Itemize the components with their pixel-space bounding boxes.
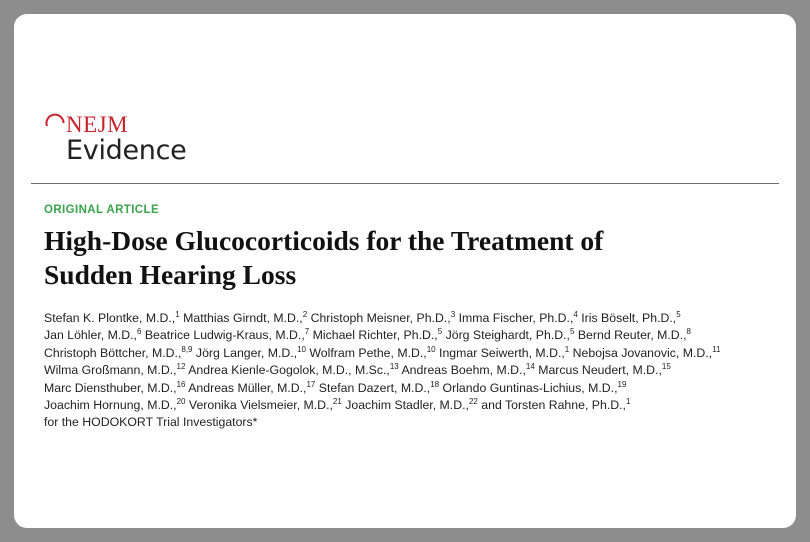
affiliation-marker[interactable]: 1 xyxy=(625,397,631,407)
author-name: Christoph Böttcher, M.D., xyxy=(44,345,182,360)
nejm-arc-icon xyxy=(44,112,66,138)
author-name: Jan Löhler, M.D., xyxy=(44,328,137,343)
author-name: Wilma Großmann, M.D., xyxy=(44,363,177,378)
author-line xyxy=(44,380,789,397)
logo-evidence-text: Evidence xyxy=(66,135,187,166)
affiliation-marker[interactable]: 18 xyxy=(430,379,440,389)
author-name: and Torsten Rahne, Ph.D., xyxy=(481,398,626,413)
author-name: Ingmar Seiwerth, M.D., xyxy=(439,345,565,360)
author-name: Stefan Dazert, M.D., xyxy=(318,380,431,395)
affiliation-marker[interactable]: 6 xyxy=(136,327,142,337)
author-name: Marcus Neudert, M.D., xyxy=(538,363,662,378)
author-line xyxy=(44,310,789,327)
logo-top-row xyxy=(44,110,186,138)
author-line xyxy=(44,397,789,414)
author-name: Bernd Reuter, M.D., xyxy=(577,328,687,343)
author-name: Nebojsa Jovanovic, M.D., xyxy=(572,345,713,360)
author-name: Andreas Boehm, M.D., xyxy=(401,363,526,378)
affiliation-marker[interactable]: 22 xyxy=(468,397,478,407)
author-name: Veronika Vielsmeier, M.D., xyxy=(188,398,333,413)
nejm-evidence-logo[interactable] xyxy=(44,110,186,166)
affiliation-marker[interactable]: 4 xyxy=(573,310,578,319)
article-title-line-2: Sudden Hearing Loss xyxy=(44,259,297,290)
affiliation-marker[interactable]: 3 xyxy=(450,310,456,319)
author-name: Michael Richter, Ph.D., xyxy=(312,328,438,343)
author-name: Iris Böselt, Ph.D., xyxy=(581,311,677,325)
affiliation-marker[interactable]: 8 xyxy=(686,327,691,337)
affiliation-marker[interactable]: 15 xyxy=(661,362,671,372)
author-name: Andrea Kienle-Gogolok, M.D., M.Sc., xyxy=(188,363,390,378)
article-title xyxy=(44,224,764,292)
section-label: ORIGINAL ARTICLE xyxy=(44,204,160,216)
author-name: Imma Fischer, Ph.D., xyxy=(458,311,574,325)
affiliation-marker[interactable]: 5 xyxy=(676,310,681,319)
affiliation-marker[interactable]: 10 xyxy=(426,344,436,354)
author-name: Stefan K. Plontke, M.D., xyxy=(44,311,176,325)
affiliation-marker[interactable]: 13 xyxy=(389,362,399,372)
author-name: Jörg Steighardt, Ph.D., xyxy=(445,328,570,343)
author-name: Joachim Stadler, M.D., xyxy=(345,398,469,413)
author-line xyxy=(44,362,789,379)
logo-nejm-text: NEJM xyxy=(66,112,129,137)
affiliation-marker[interactable]: 17 xyxy=(306,379,316,389)
affiliation-marker[interactable]: 19 xyxy=(617,379,627,389)
author-name: Jörg Langer, M.D., xyxy=(195,345,298,360)
affiliation-marker[interactable]: 10 xyxy=(297,344,306,354)
affiliation-marker[interactable]: 1 xyxy=(175,310,180,319)
affiliation-marker[interactable]: 20 xyxy=(176,397,186,407)
affiliation-marker[interactable]: 2 xyxy=(302,310,308,319)
author-name: Joachim Hornung, M.D., xyxy=(44,398,177,413)
author-name: Matthias Girndt, M.D., xyxy=(183,311,303,325)
author-name: Christoph Meisner, Ph.D., xyxy=(310,311,451,325)
header-divider xyxy=(31,183,779,184)
author-name: Wolfram Pethe, M.D., xyxy=(309,345,427,360)
affiliation-marker[interactable]: 21 xyxy=(332,397,342,407)
author-name: Marc Diensthuber, M.D., xyxy=(44,380,177,395)
author-line xyxy=(44,345,789,362)
author-list xyxy=(44,310,789,432)
affiliation-marker[interactable]: 5 xyxy=(569,327,575,337)
affiliation-marker[interactable]: 16 xyxy=(176,379,186,389)
affiliation-marker[interactable]: 5 xyxy=(437,327,443,337)
affiliation-marker[interactable]: 8,9 xyxy=(181,344,193,354)
author-name: Beatrice Ludwig-Kraus, M.D., xyxy=(144,328,305,343)
affiliation-marker[interactable]: 11 xyxy=(712,344,721,354)
author-name: Orlando Guntinas-Lichius, M.D., xyxy=(442,380,618,395)
affiliation-marker[interactable]: 1 xyxy=(564,344,570,354)
group-author-line[interactable]: for the HODOKORT Trial Investigators* xyxy=(44,415,258,430)
author-line xyxy=(44,327,789,344)
article-title-line-1: High-Dose Glucocorticoids for the Treatment of xyxy=(44,225,604,256)
article-card xyxy=(14,14,796,528)
affiliation-marker[interactable]: 14 xyxy=(525,362,535,372)
affiliation-marker[interactable]: 7 xyxy=(304,327,310,337)
affiliation-marker[interactable]: 12 xyxy=(176,362,186,372)
author-name: Andreas Müller, M.D., xyxy=(188,380,307,395)
